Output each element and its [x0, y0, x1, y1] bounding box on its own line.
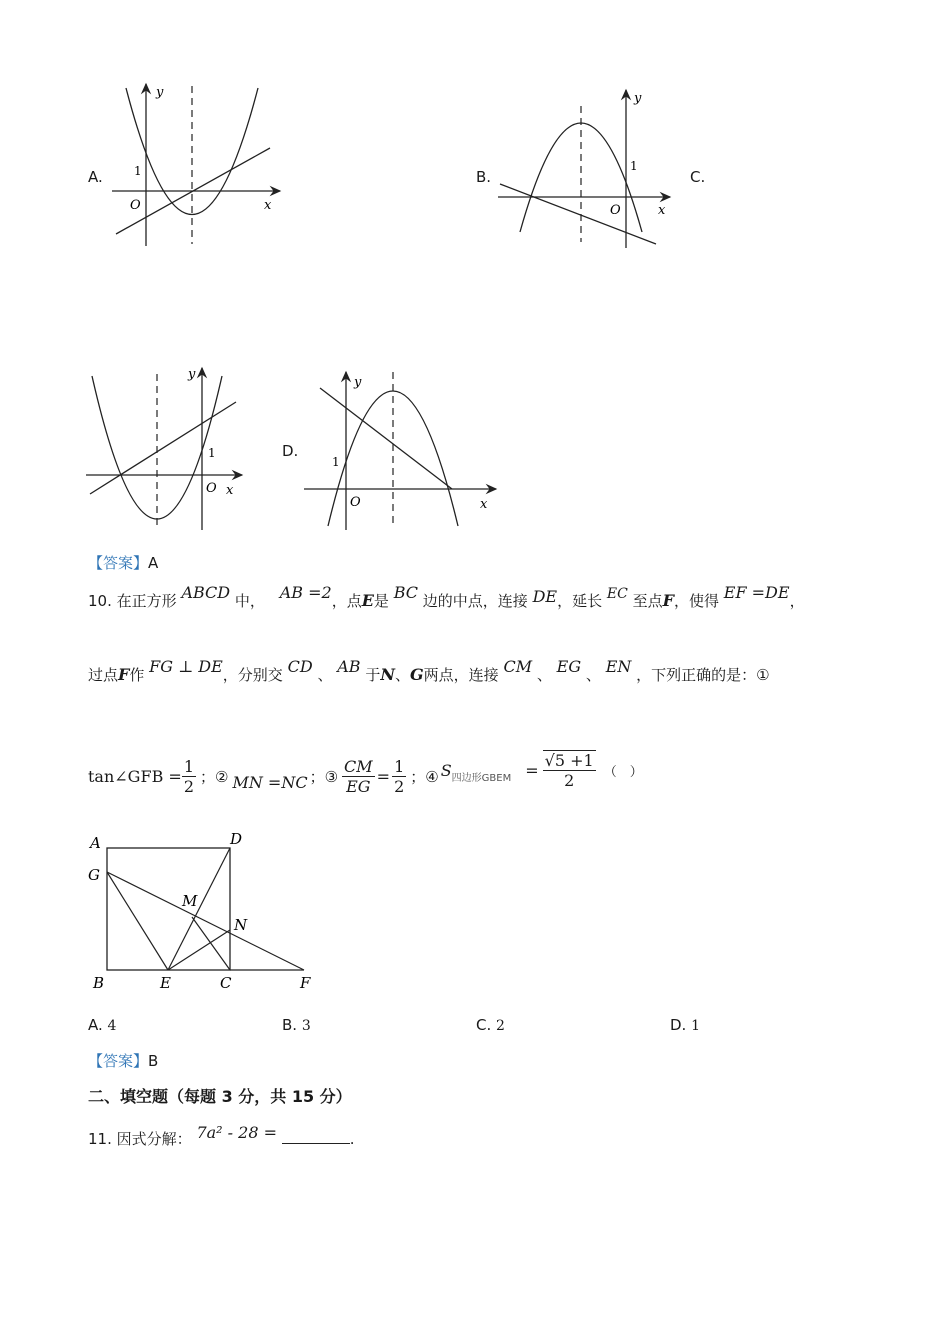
label-m: M [182, 892, 198, 910]
q10-line2 [88, 657, 770, 690]
line-gf [107, 872, 304, 970]
q10-text: 两点，连接 [423, 666, 499, 684]
math-cm: CM [503, 657, 533, 676]
stmt1-fraction [182, 757, 196, 796]
y-label: y [188, 367, 196, 382]
choice-label: A. [88, 1016, 103, 1034]
q11 [88, 1124, 355, 1154]
q10-statements [88, 748, 643, 804]
q10-number: 10. [88, 592, 112, 610]
choice-label: C. [476, 1016, 492, 1034]
q11-expression: 7a² - 28 = [196, 1123, 277, 1142]
x-label: x [226, 483, 234, 498]
q11-period: . [349, 1130, 355, 1148]
choice-value: 1 [691, 1018, 701, 1034]
q10-text: 边的中点，连接 [422, 592, 528, 610]
point-g: G [409, 665, 424, 684]
q10-text: ，点 [331, 592, 362, 610]
stmt4-eq: = [525, 760, 539, 780]
math-de: DE [532, 587, 558, 606]
q10-answer [88, 1050, 158, 1071]
math-ab: AB [337, 657, 361, 676]
q10-text: 于 [365, 666, 381, 684]
q10-text: 至点 [632, 592, 663, 610]
denominator: EG [346, 776, 371, 796]
stmt-sep: ；③ [309, 767, 339, 786]
denominator: 2 [394, 776, 405, 796]
math-bc: BC [393, 583, 418, 602]
stmt3-eq: = [376, 766, 391, 786]
label-c: C [220, 974, 232, 992]
stmt-sep: ；② [200, 767, 229, 786]
x-label: x [658, 203, 666, 218]
choice-b [282, 1016, 311, 1034]
stmt4-subscript: 四边形GBEM [451, 772, 512, 784]
label-d: D [230, 830, 243, 848]
graph-b [494, 84, 676, 254]
option-b-label: B. [476, 168, 492, 186]
denominator: 2 [183, 776, 194, 796]
answer-value: B [148, 1052, 159, 1070]
option-a-label: A. [88, 168, 103, 186]
origin-label: O [206, 481, 217, 496]
q10-text: ，延长 [557, 592, 603, 610]
line [500, 184, 656, 244]
section-heading: 二、填空题（每题 3 分，共 15 分） [88, 1087, 352, 1106]
math-ec: EC [606, 586, 628, 602]
y-label: y [634, 91, 642, 106]
option-d-label: D. [282, 442, 299, 460]
q11-number: 11. [88, 1130, 112, 1148]
answer-blank[interactable] [282, 1127, 350, 1144]
numerator: CM [344, 756, 373, 776]
point-f: F [118, 665, 130, 684]
line-ed [168, 848, 230, 970]
origin-label: O [350, 495, 361, 510]
math-en: EN [605, 657, 632, 676]
answer-bracket: 【答案】 [88, 554, 149, 572]
math-ab-eq: AB =2 [279, 583, 332, 602]
math-abcd: ABCD [181, 583, 231, 602]
numerator: √5 +1 [544, 751, 594, 770]
choice-value: 4 [107, 1018, 117, 1034]
math-ef-eq: EF =DE [723, 583, 790, 602]
choice-c [476, 1016, 505, 1034]
q10-text: 是 [373, 592, 389, 610]
q10-text: 、 [536, 666, 552, 684]
graph-d [302, 366, 502, 534]
q10-text: 作 [129, 666, 145, 684]
q10-text: 、 [394, 666, 410, 684]
math-eg: EG [556, 657, 582, 676]
point-n: N [380, 665, 395, 684]
q10-text: 、 [317, 666, 333, 684]
choice-d [670, 1016, 700, 1034]
answer-bracket: 【答案】 [88, 1052, 149, 1070]
denominator: 2 [564, 771, 575, 790]
q9-answer [88, 552, 158, 573]
q10-text: 、 [585, 666, 601, 684]
label-a: A [90, 834, 101, 852]
numerator: 1 [183, 756, 194, 776]
one-label: 1 [134, 164, 142, 178]
square-abcd [107, 848, 230, 970]
choice-label: D. [670, 1016, 687, 1034]
y-label: y [156, 85, 164, 100]
math-fg-perp: FG ⊥ DE [149, 657, 223, 676]
point-f: F [662, 591, 674, 610]
x-label: x [264, 198, 272, 213]
graph-a [108, 76, 288, 252]
stmt-sep: ；④ [410, 767, 439, 786]
label-e: E [160, 974, 171, 992]
one-label: 1 [208, 446, 216, 460]
label-g: G [88, 866, 100, 884]
q10-text: ，使得 [673, 592, 719, 610]
q10-text: 过点 [88, 666, 119, 684]
answer-value: A [148, 554, 159, 572]
q10-text: ，分别交 [222, 666, 283, 684]
origin-label: O [610, 203, 621, 218]
stmt3-fraction [342, 757, 375, 796]
paren-blank: （ ） [603, 764, 643, 780]
q10-text: ，下列正确的是：① [636, 666, 770, 684]
choice-label: B. [282, 1016, 298, 1034]
numerator: 1 [394, 756, 405, 776]
x-label: x [480, 497, 488, 512]
stmt4-s: S [440, 760, 452, 780]
q10-text: ， [789, 592, 805, 610]
graph-c [84, 362, 250, 534]
label-b: B [93, 974, 105, 992]
choice-a [88, 1016, 116, 1034]
q11-text: 因式分解： [116, 1130, 192, 1148]
line-mc [192, 917, 230, 970]
q10-text: 中， [234, 592, 265, 610]
label-n: N [234, 916, 248, 934]
stmt4-fraction [543, 750, 596, 790]
stmt3-ratio [392, 757, 406, 796]
q10-square-figure [84, 826, 324, 996]
label-f: F [300, 974, 311, 992]
option-c-label: C. [690, 168, 706, 186]
origin-label: O [130, 198, 141, 213]
one-label: 1 [630, 159, 638, 173]
choice-value: 2 [496, 1018, 505, 1034]
one-label: 1 [332, 455, 340, 469]
line-en [168, 930, 230, 970]
stmt1-prefix: tan∠GFB = [88, 766, 182, 786]
math-cd: CD [287, 657, 313, 676]
point-e: E [361, 591, 374, 610]
stmt2: MN =NC [232, 772, 308, 792]
q10-line1 [88, 583, 805, 617]
choice-value: 3 [301, 1018, 311, 1034]
y-label: y [354, 375, 362, 390]
q10-text: 在正方形 [116, 592, 177, 610]
